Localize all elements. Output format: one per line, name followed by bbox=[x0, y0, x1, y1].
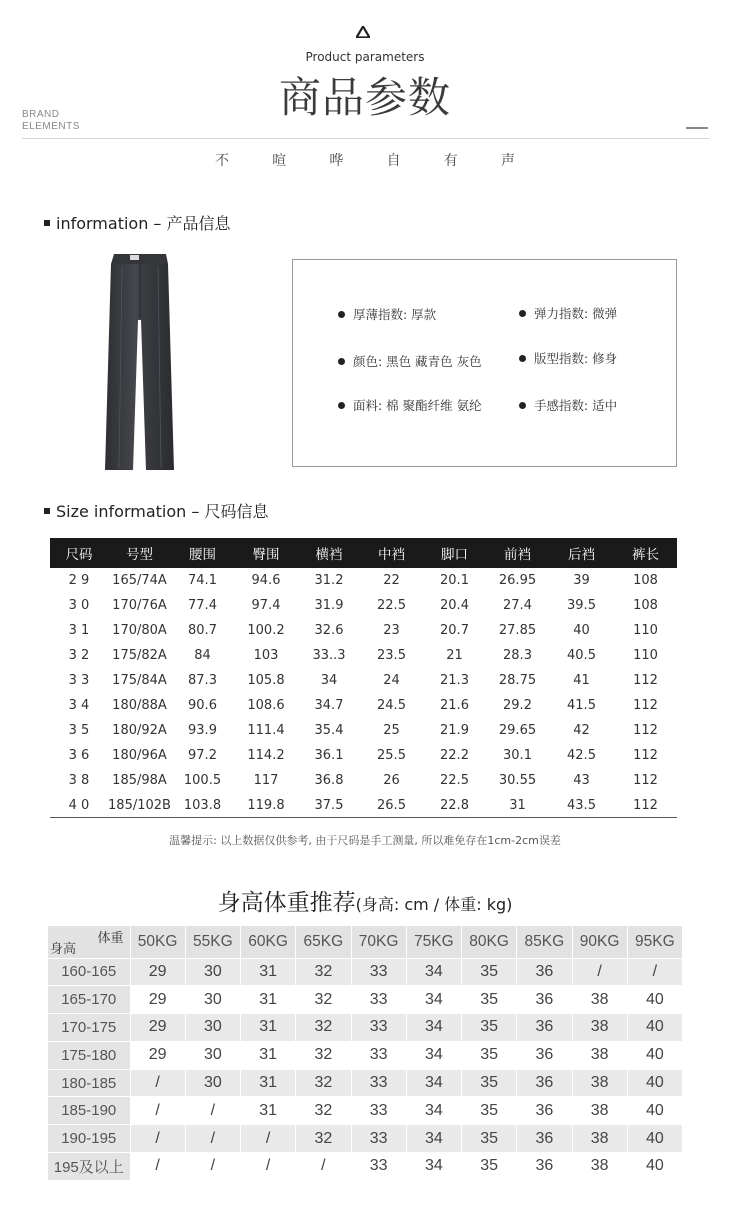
recommended-size-cell: 34 bbox=[406, 1041, 461, 1069]
col-header: 号型 bbox=[108, 538, 171, 568]
size-cell: 30.55 bbox=[498, 773, 537, 788]
size-cell: 21.9 bbox=[440, 723, 469, 738]
size-cell: 34 bbox=[320, 673, 338, 688]
size-cell: 20.4 bbox=[440, 598, 469, 613]
recommended-size-cell: 33 bbox=[351, 1125, 406, 1153]
size-cell: 42 bbox=[573, 723, 590, 738]
recommended-size-cell: 34 bbox=[406, 958, 461, 986]
size-row bbox=[50, 593, 677, 618]
recommended-size-cell: 29 bbox=[130, 958, 185, 986]
size-section-heading: Size information – 尺码信息 bbox=[44, 499, 268, 522]
size-cell: 94.6 bbox=[251, 573, 281, 588]
size-cell: 31 bbox=[509, 798, 526, 813]
size-cell: 97.4 bbox=[251, 598, 281, 613]
recommended-size-cell: 32 bbox=[296, 1069, 351, 1097]
attr-elasticity: 弹力指数: 微弹 bbox=[519, 304, 617, 322]
measurement-note: 温馨提示: 以上数据仅供参考, 由于尺码是手工测量, 所以难免存在1cm-2cm误差 bbox=[169, 834, 561, 847]
bullet-dot-icon bbox=[519, 402, 526, 409]
height-row bbox=[48, 1014, 683, 1042]
slogan-char: 哗 bbox=[329, 153, 344, 169]
size-cell: 3 8 bbox=[68, 773, 90, 788]
recommended-size-cell: 40 bbox=[627, 1069, 682, 1097]
recommended-size-cell: 34 bbox=[406, 986, 461, 1014]
recommended-size-cell: 32 bbox=[296, 986, 351, 1014]
size-cell: 21.3 bbox=[440, 673, 469, 688]
size-cell: 112 bbox=[633, 748, 658, 763]
table-corner-cell: 体重 身高 bbox=[48, 926, 130, 958]
size-cell: 77.4 bbox=[188, 598, 217, 613]
recommended-size-cell: 35 bbox=[462, 1125, 517, 1153]
size-cell: 180/96A bbox=[112, 748, 167, 763]
size-cell: 22 bbox=[383, 573, 400, 588]
height-range-cell: 180-185 bbox=[48, 1069, 130, 1097]
size-cell: 28.3 bbox=[503, 648, 532, 663]
recommended-size-cell: 32 bbox=[296, 1041, 351, 1069]
recommended-size-cell: 34 bbox=[406, 1097, 461, 1125]
weight-header: 60KG bbox=[241, 926, 296, 958]
recommended-size-cell: 40 bbox=[627, 1014, 682, 1042]
recommended-size-cell: 33 bbox=[351, 1014, 406, 1042]
recommended-size-cell: 36 bbox=[517, 1014, 572, 1042]
size-cell: 108 bbox=[633, 598, 658, 613]
recommended-size-cell: 31 bbox=[241, 958, 296, 986]
size-cell: 30.1 bbox=[503, 748, 532, 763]
square-bullet-icon bbox=[44, 220, 50, 226]
recommended-size-cell: 33 bbox=[351, 1153, 406, 1181]
recommended-size-cell: 35 bbox=[462, 1153, 517, 1181]
size-cell: 112 bbox=[633, 698, 658, 713]
recommended-size-cell: 30 bbox=[185, 1069, 240, 1097]
recommended-size-cell: / bbox=[572, 958, 627, 986]
size-cell: 2 9 bbox=[68, 573, 90, 588]
recommended-size-cell: 40 bbox=[627, 1041, 682, 1069]
recommended-size-cell: 38 bbox=[572, 1069, 627, 1097]
size-cell: 21.6 bbox=[440, 698, 469, 713]
recommended-size-cell: 31 bbox=[241, 986, 296, 1014]
info-section-heading: information – 产品信息 bbox=[44, 211, 231, 234]
recommended-size-cell: / bbox=[130, 1153, 185, 1181]
recommended-size-cell: 36 bbox=[517, 1125, 572, 1153]
size-cell: 23.5 bbox=[377, 648, 406, 663]
size-cell: 108 bbox=[633, 573, 658, 588]
recommended-size-cell: 33 bbox=[351, 1069, 406, 1097]
size-cell: 36.8 bbox=[314, 773, 344, 788]
weight-header: 85KG bbox=[517, 926, 572, 958]
size-cell: 93.9 bbox=[188, 723, 217, 738]
recommended-size-cell: 35 bbox=[462, 1014, 517, 1042]
size-cell: 20.7 bbox=[440, 623, 469, 638]
height-range-cell: 185-190 bbox=[48, 1097, 130, 1125]
size-cell: 21 bbox=[446, 648, 463, 663]
brand-elements-label: BRAND ELEMENTS bbox=[22, 109, 80, 132]
size-cell: 22.2 bbox=[440, 748, 469, 763]
size-cell: 175/84A bbox=[112, 673, 167, 688]
recommended-size-cell: 36 bbox=[517, 1153, 572, 1181]
size-cell: 84 bbox=[194, 648, 211, 663]
recommend-title: 身高体重推荐(身高: cm / 体重: kg) bbox=[217, 890, 513, 916]
size-cell: 39 bbox=[573, 573, 590, 588]
slogan-char: 声 bbox=[500, 153, 515, 169]
attr-feel: 手感指数: 适中 bbox=[519, 396, 617, 414]
recommended-size-cell: / bbox=[627, 958, 682, 986]
recommended-size-cell: 36 bbox=[517, 986, 572, 1014]
size-cell: 22.8 bbox=[440, 798, 469, 813]
recommended-size-cell: 35 bbox=[462, 1041, 517, 1069]
size-cell: 112 bbox=[633, 673, 658, 688]
recommended-size-cell: / bbox=[185, 1153, 240, 1181]
weight-header: 55KG bbox=[185, 926, 240, 958]
size-cell: 20.1 bbox=[440, 573, 469, 588]
recommended-size-cell: 38 bbox=[572, 1014, 627, 1042]
weight-header-row bbox=[48, 926, 683, 958]
recommended-size-cell: 29 bbox=[130, 986, 185, 1014]
size-cell: 26 bbox=[383, 773, 400, 788]
header-divider bbox=[22, 138, 709, 139]
size-cell: 117 bbox=[253, 773, 279, 788]
recommended-size-cell: 34 bbox=[406, 1153, 461, 1181]
size-row bbox=[50, 743, 677, 768]
header-dash-mark bbox=[686, 127, 708, 129]
recommended-size-cell: / bbox=[130, 1069, 185, 1097]
size-cell: 114.2 bbox=[247, 748, 285, 763]
recommended-size-cell: 40 bbox=[627, 986, 682, 1014]
size-cell: 35.4 bbox=[314, 723, 344, 738]
height-row bbox=[48, 1097, 683, 1125]
recommended-size-cell: 34 bbox=[406, 1125, 461, 1153]
recommended-size-cell: 32 bbox=[296, 1125, 351, 1153]
attr-fabric: 面料: 棉 聚酯纤维 氨纶 bbox=[338, 396, 482, 414]
size-chart-table bbox=[50, 538, 677, 818]
size-row bbox=[50, 718, 677, 743]
size-cell: 87.3 bbox=[188, 673, 217, 688]
size-cell: 97.2 bbox=[188, 748, 217, 763]
height-range-cell: 165-170 bbox=[48, 986, 130, 1014]
size-row bbox=[50, 568, 677, 593]
recommended-size-cell: / bbox=[130, 1097, 185, 1125]
size-cell: 26.5 bbox=[377, 798, 406, 813]
size-cell: 105.8 bbox=[247, 673, 285, 688]
size-cell: 34.7 bbox=[314, 698, 344, 713]
size-cell: 3 4 bbox=[68, 698, 90, 713]
recommended-size-cell: 32 bbox=[296, 958, 351, 986]
size-cell: 3 1 bbox=[68, 623, 90, 638]
height-range-cell: 160-165 bbox=[48, 958, 130, 986]
recommended-size-cell: 40 bbox=[627, 1153, 682, 1181]
slogan-char: 喧 bbox=[272, 153, 287, 169]
slogan-char: 自 bbox=[386, 153, 401, 169]
size-cell: 33..3 bbox=[312, 648, 346, 663]
slogan-char: 有 bbox=[443, 153, 458, 169]
size-cell: 80.7 bbox=[188, 623, 217, 638]
recommended-size-cell: 31 bbox=[241, 1097, 296, 1125]
size-cell: 185/102B bbox=[108, 798, 171, 813]
size-cell: 3 0 bbox=[68, 598, 90, 613]
recommended-size-cell: 30 bbox=[185, 1014, 240, 1042]
size-table-header-row bbox=[50, 538, 677, 568]
size-cell: 24.5 bbox=[377, 698, 406, 713]
size-cell: 180/92A bbox=[112, 723, 167, 738]
col-header: 尺码 bbox=[50, 538, 108, 568]
recommended-size-cell: 38 bbox=[572, 1041, 627, 1069]
height-range-cell: 190-195 bbox=[48, 1125, 130, 1153]
recommended-size-cell: 32 bbox=[296, 1014, 351, 1042]
recommended-size-cell: 31 bbox=[241, 1069, 296, 1097]
size-cell: 100.2 bbox=[247, 623, 285, 638]
col-header: 后裆 bbox=[549, 538, 614, 568]
size-row bbox=[50, 618, 677, 643]
recommended-size-cell: 29 bbox=[130, 1014, 185, 1042]
size-cell: 100.5 bbox=[183, 773, 222, 788]
triangle-icon bbox=[356, 26, 370, 38]
size-cell: 165/74A bbox=[112, 573, 167, 588]
col-header: 前裆 bbox=[486, 538, 549, 568]
size-cell: 23 bbox=[383, 623, 400, 638]
size-cell: 3 3 bbox=[68, 673, 90, 688]
bullet-dot-icon bbox=[338, 358, 345, 365]
size-cell: 32.6 bbox=[314, 623, 344, 638]
size-cell: 103.8 bbox=[183, 798, 222, 813]
recommended-size-cell: 30 bbox=[185, 986, 240, 1014]
size-cell: 43.5 bbox=[567, 798, 596, 813]
recommended-size-cell: 38 bbox=[572, 986, 627, 1014]
weight-header: 80KG bbox=[462, 926, 517, 958]
size-cell: 112 bbox=[633, 723, 658, 738]
size-cell: 27.4 bbox=[503, 598, 532, 613]
size-cell: 185/98A bbox=[112, 773, 167, 788]
size-cell: 27.85 bbox=[498, 623, 537, 638]
size-cell: 36.1 bbox=[314, 748, 344, 763]
size-cell: 25.5 bbox=[377, 748, 406, 763]
size-row bbox=[50, 768, 677, 793]
weight-header: 90KG bbox=[572, 926, 627, 958]
recommended-size-cell: 33 bbox=[351, 958, 406, 986]
size-row bbox=[50, 668, 677, 693]
size-cell: 43 bbox=[573, 773, 590, 788]
recommended-size-cell: 34 bbox=[406, 1014, 461, 1042]
col-header: 裤长 bbox=[614, 538, 677, 568]
size-cell: 3 5 bbox=[68, 723, 90, 738]
height-range-cell: 170-175 bbox=[48, 1014, 130, 1042]
height-range-cell: 195及以上 bbox=[48, 1153, 130, 1181]
col-header: 中裆 bbox=[360, 538, 423, 568]
recommended-size-cell: 30 bbox=[185, 1041, 240, 1069]
size-cell: 41 bbox=[573, 673, 590, 688]
col-header: 腰围 bbox=[171, 538, 234, 568]
size-cell: 37.5 bbox=[314, 798, 344, 813]
size-cell: 119.8 bbox=[247, 798, 285, 813]
slogan-char: 不 bbox=[215, 153, 229, 169]
recommended-size-cell: 33 bbox=[351, 1097, 406, 1125]
recommended-size-cell: 38 bbox=[572, 1125, 627, 1153]
size-cell: 28.75 bbox=[498, 673, 537, 688]
square-bullet-icon bbox=[44, 508, 50, 514]
height-row bbox=[48, 1125, 683, 1153]
size-cell: 40 bbox=[573, 623, 590, 638]
height-row bbox=[48, 1153, 683, 1181]
attr-color: 颜色: 黑色 藏青色 灰色 bbox=[338, 352, 482, 370]
height-row bbox=[48, 958, 683, 986]
col-header: 臀围 bbox=[234, 538, 298, 568]
height-row bbox=[48, 1069, 683, 1097]
bullet-dot-icon bbox=[338, 311, 345, 318]
weight-header: 70KG bbox=[351, 926, 406, 958]
attr-fit: 版型指数: 修身 bbox=[519, 349, 617, 367]
bullet-dot-icon bbox=[519, 355, 526, 362]
size-cell: 112 bbox=[633, 773, 658, 788]
size-cell: 175/82A bbox=[112, 648, 167, 663]
bullet-dot-icon bbox=[338, 402, 345, 409]
recommended-size-cell: / bbox=[185, 1125, 240, 1153]
size-cell: 42.5 bbox=[567, 748, 596, 763]
recommended-size-cell: 35 bbox=[462, 1069, 517, 1097]
size-cell: 29.65 bbox=[498, 723, 537, 738]
slogan bbox=[215, 150, 515, 170]
recommended-size-cell: 35 bbox=[462, 958, 517, 986]
size-row bbox=[50, 793, 677, 818]
recommended-size-cell: 40 bbox=[627, 1097, 682, 1125]
page-subtitle-en: Product parameters bbox=[305, 50, 425, 64]
size-cell: 180/88A bbox=[112, 698, 167, 713]
recommended-size-cell: / bbox=[241, 1125, 296, 1153]
recommended-size-cell: 38 bbox=[572, 1097, 627, 1125]
size-cell: 170/80A bbox=[112, 623, 167, 638]
col-header: 脚口 bbox=[423, 538, 486, 568]
recommended-size-cell: 31 bbox=[241, 1041, 296, 1069]
recommended-size-cell: 35 bbox=[462, 1097, 517, 1125]
weight-header: 65KG bbox=[296, 926, 351, 958]
size-cell: 24 bbox=[383, 673, 400, 688]
size-cell: 108.6 bbox=[247, 698, 285, 713]
size-cell: 110 bbox=[633, 648, 658, 663]
size-cell: 39.5 bbox=[567, 598, 596, 613]
size-cell: 40.5 bbox=[567, 648, 596, 663]
size-cell: 112 bbox=[633, 798, 658, 813]
size-cell: 74.1 bbox=[188, 573, 217, 588]
weight-header: 50KG bbox=[130, 926, 185, 958]
size-cell: 31.9 bbox=[314, 598, 344, 613]
size-cell: 31.2 bbox=[314, 573, 344, 588]
height-row bbox=[48, 1041, 683, 1069]
recommended-size-cell: / bbox=[130, 1125, 185, 1153]
recommended-size-cell: 36 bbox=[517, 1097, 572, 1125]
recommended-size-cell: 33 bbox=[351, 1041, 406, 1069]
size-cell: 41.5 bbox=[567, 698, 596, 713]
size-cell: 25 bbox=[383, 723, 400, 738]
recommended-size-cell: 33 bbox=[351, 986, 406, 1014]
size-row bbox=[50, 693, 677, 718]
recommended-size-cell: 31 bbox=[241, 1014, 296, 1042]
bullet-dot-icon bbox=[519, 310, 526, 317]
page-title: 商品参数 bbox=[278, 73, 451, 122]
recommended-size-cell: 29 bbox=[130, 1041, 185, 1069]
size-cell: 22.5 bbox=[377, 598, 406, 613]
height-row bbox=[48, 986, 683, 1014]
weight-header: 95KG bbox=[627, 926, 682, 958]
size-row bbox=[50, 643, 677, 668]
size-cell: 3 6 bbox=[68, 748, 90, 763]
size-cell: 22.5 bbox=[440, 773, 469, 788]
size-table-bottom-rule bbox=[50, 817, 677, 818]
size-cell: 110 bbox=[633, 623, 658, 638]
recommended-size-cell: 35 bbox=[462, 986, 517, 1014]
size-cell: 4 0 bbox=[68, 798, 90, 813]
col-header: 横裆 bbox=[298, 538, 360, 568]
recommended-size-cell: 36 bbox=[517, 1069, 572, 1097]
attr-thickness: 厚薄指数: 厚款 bbox=[338, 305, 436, 323]
recommended-size-cell: / bbox=[296, 1153, 351, 1181]
recommended-size-cell: 32 bbox=[296, 1097, 351, 1125]
trousers-image bbox=[100, 250, 180, 474]
height-range-cell: 175-180 bbox=[48, 1041, 130, 1069]
size-cell: 111.4 bbox=[247, 723, 285, 738]
recommended-size-cell: / bbox=[185, 1097, 240, 1125]
size-cell: 103 bbox=[253, 648, 279, 663]
recommended-size-cell: 40 bbox=[627, 1125, 682, 1153]
recommended-size-cell: 36 bbox=[517, 958, 572, 986]
recommended-size-cell: 38 bbox=[572, 1153, 627, 1181]
size-cell: 90.6 bbox=[188, 698, 217, 713]
weight-header: 75KG bbox=[406, 926, 461, 958]
size-cell: 3 2 bbox=[68, 648, 90, 663]
height-weight-table bbox=[48, 926, 683, 1181]
recommended-size-cell: 30 bbox=[185, 958, 240, 986]
recommended-size-cell: / bbox=[241, 1153, 296, 1181]
recommended-size-cell: 34 bbox=[406, 1069, 461, 1097]
size-cell: 170/76A bbox=[112, 598, 167, 613]
size-cell: 29.2 bbox=[503, 698, 532, 713]
size-cell: 26.95 bbox=[498, 573, 537, 588]
recommended-size-cell: 36 bbox=[517, 1041, 572, 1069]
